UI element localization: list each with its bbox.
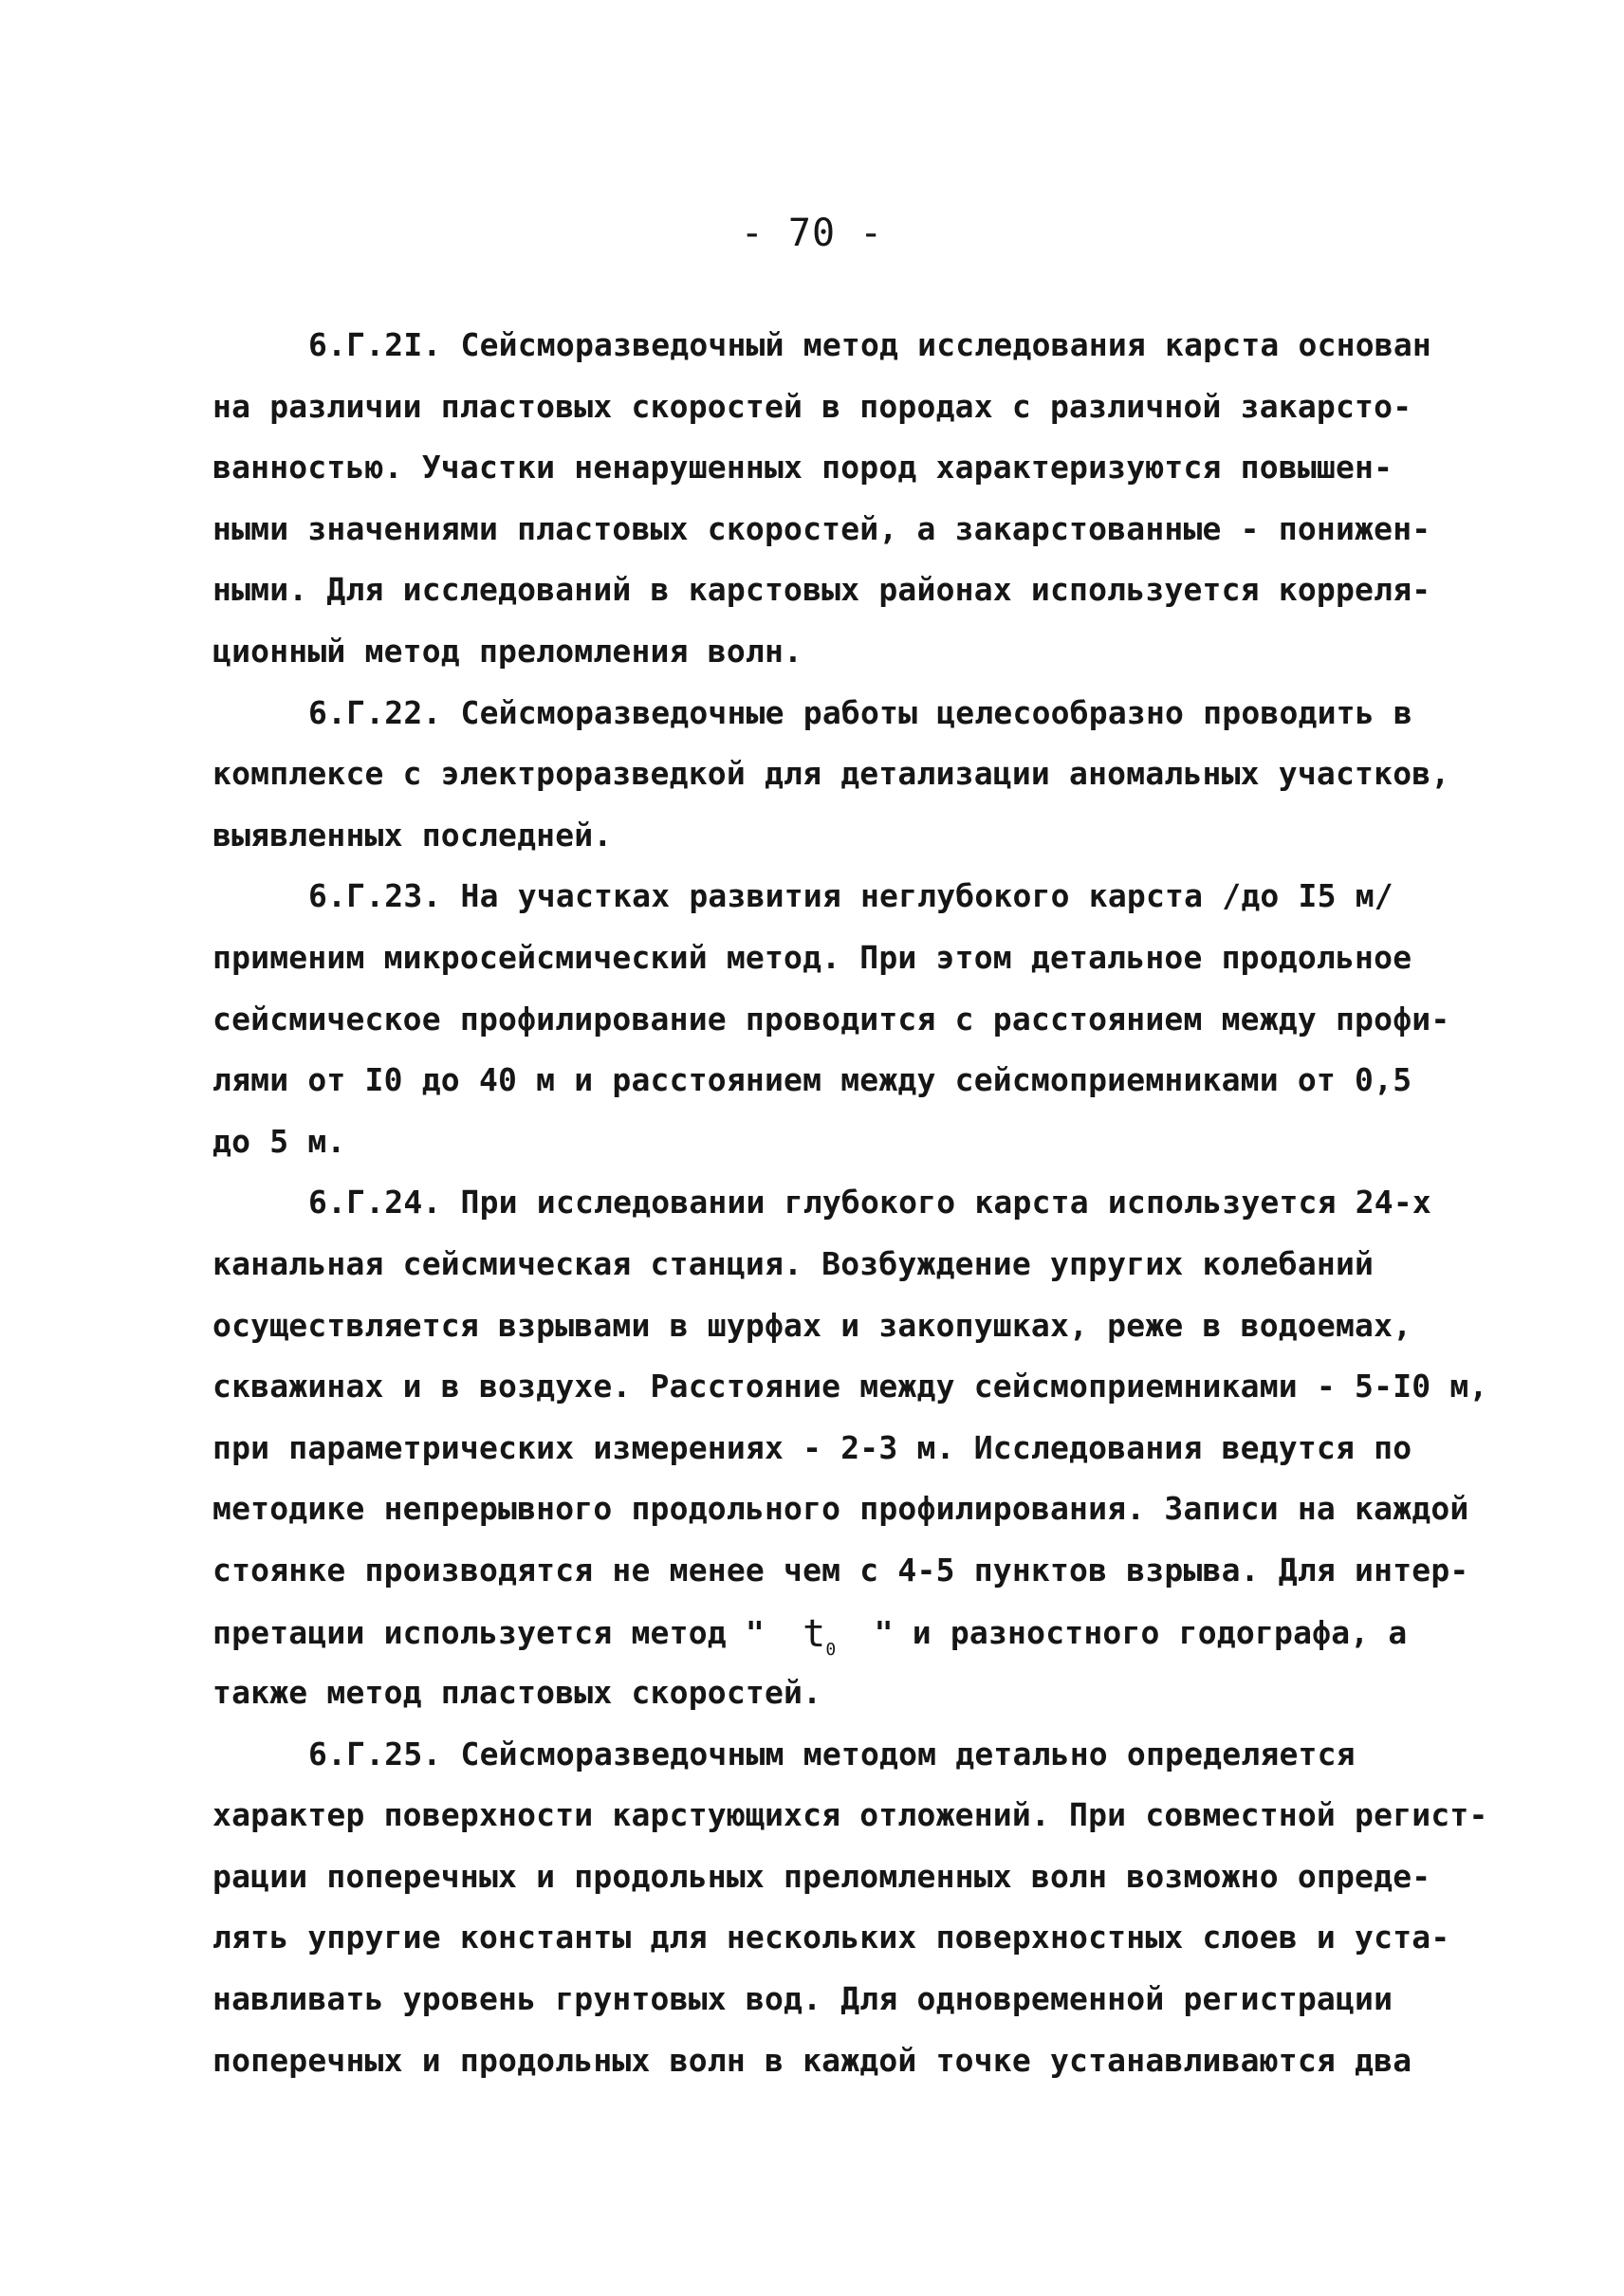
text-line: комплексе с электроразведкой для детализации аномальных участков,: [212, 755, 1450, 793]
text-line: также метод пластовых скоростей.: [212, 1674, 822, 1712]
body-text: [212, 315, 1488, 2091]
text-line: выявленных последней.: [212, 816, 613, 854]
text-line: применим микросейсмический метод. При этом детальное продольное: [212, 938, 1412, 976]
page-number: - 70 -: [740, 211, 884, 255]
text-line: сейсмическое профилирование проводится с расстоянием между профи-: [212, 1000, 1450, 1038]
text-line: лями от I0 до 40 м и расстоянием между сейсмоприемниками от 0,5: [212, 1061, 1412, 1099]
text-line: до 5 м.: [212, 1122, 346, 1160]
text-line: 6.Г.22. Сейсморазведочные работы целесообразно проводить в: [308, 693, 1412, 731]
text-line: ными. Для исследований в карстовых районах используется корреля-: [212, 571, 1431, 609]
text-line: при параметрических измерениях - 2-3 м. Исследования ведутся по: [212, 1428, 1412, 1466]
text-line: методике непрерывного продольного профилирования. Записи на каждой: [212, 1490, 1469, 1528]
text-line-with-symbol: [212, 1601, 1465, 1662]
text-line: 6.Г.2I. Сейсморазведочный метод исследования карста основан: [308, 326, 1431, 363]
text-line: на различии пластовых скоростей в породах с различной закарсто-: [212, 387, 1412, 425]
text-line: 6.Г.24. При исследовании глубокого карста используется 24-х: [308, 1184, 1431, 1221]
text-line: 6.Г.23. На участках развития неглубокого карста /до I5 м/: [308, 877, 1393, 915]
text-line: 6.Г.25. Сейсморазведочным методом детально определяется: [308, 1735, 1356, 1773]
text-line: поперечных и продольных волн в каждой точке устанавливаются два: [212, 2041, 1412, 2079]
text-segment: " и разностного годографа, а: [836, 1614, 1408, 1652]
text-line: лять упругие константы для нескольких поверхностных слоев и уста-: [212, 1919, 1450, 1956]
symbol-subscript: 0: [825, 1640, 837, 1661]
text-line: навливать уровень грунтовых вод. Для одновременной регистрации: [212, 1980, 1393, 2018]
text-line: стоянке производятся не менее чем с 4-5 пунктов взрыва. Для интер-: [212, 1551, 1469, 1589]
text-line: осуществляется взрывами в шурфах и закопушках, реже в водоемах,: [212, 1306, 1412, 1344]
symbol-letter: t: [803, 1612, 826, 1657]
text-line: ванностью. Участки ненарушенных пород характеризуются повышен-: [212, 449, 1393, 487]
text-line: рации поперечных и продольных преломленных волн возможно опреде-: [212, 1857, 1431, 1895]
text-line: скважинах и в воздухе. Расстояние между сейсмоприемниками - 5-I0 м,: [212, 1368, 1488, 1405]
text-line: ными значениями пластовых скоростей, а закарстованные - понижен-: [212, 509, 1431, 547]
text-segment: претации используется метод ": [212, 1614, 803, 1652]
text-line: характер поверхности карстующихся отложений. При совместной регист-: [212, 1796, 1488, 1834]
text-line: канальная сейсмическая станция. Возбуждение упругих колебаний: [212, 1244, 1375, 1282]
text-line: ционный метод преломления волн.: [212, 632, 803, 670]
t0-symbol: [803, 1612, 837, 1661]
